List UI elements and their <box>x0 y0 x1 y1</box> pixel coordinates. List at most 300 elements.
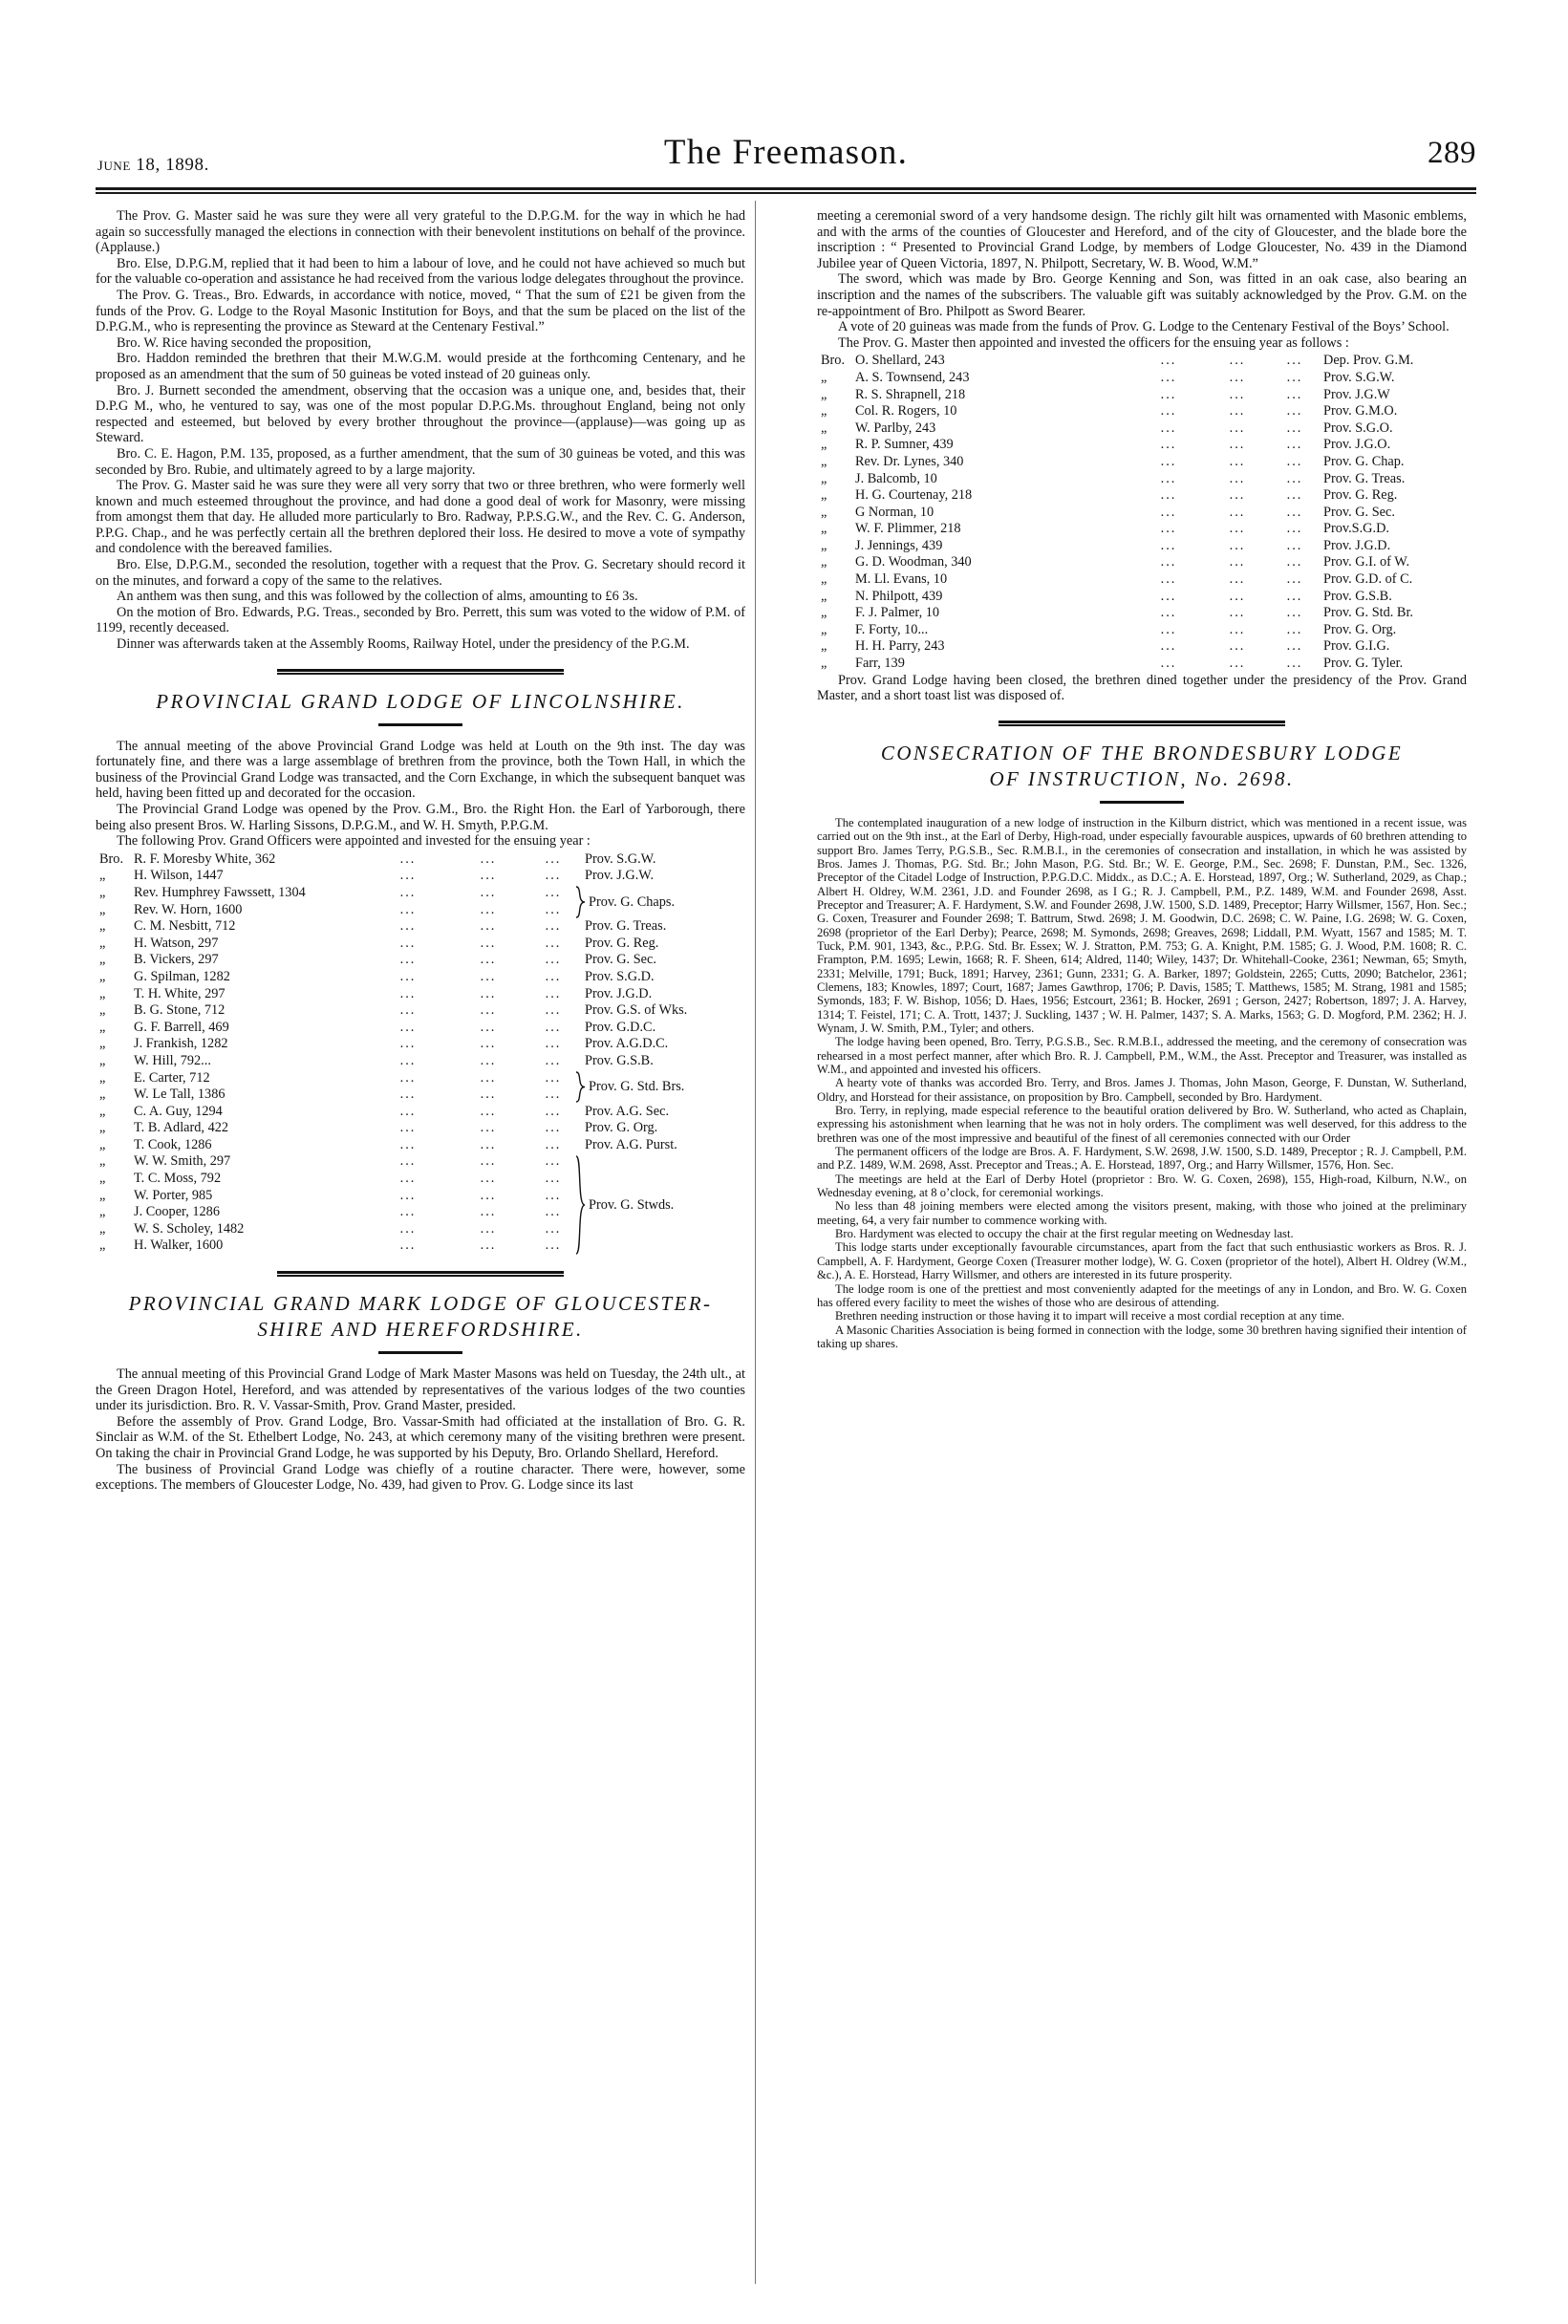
officer-prefix: „ <box>99 1087 106 1103</box>
leader-dots: ... <box>545 935 562 951</box>
officer-prefix: „ <box>99 968 106 984</box>
section-heading <box>817 741 1467 792</box>
leader-dots: ... <box>1229 588 1246 604</box>
leader-dots: ... <box>399 1002 417 1019</box>
leader-dots: ... <box>1286 470 1303 486</box>
section-heading-line2: OF INSTRUCTION, No. 2698. <box>989 766 1295 790</box>
leader-dots: ... <box>545 1087 562 1103</box>
paragraph: Before the assembly of Prov. Grand Lodge, Bro. Vassar-Smith had officiated at the installation of Bro. G. R. Sinclair as W.M. of the St. Ethelbert Lodge, No. 243, at which ceremony many of the visiting brethren were present. On taking the chair in Provincial Grand Lodge, he was supported by his Deputy, Bro. Orlando Shellard, Hereford. <box>96 1413 745 1461</box>
officer-prefix: „ <box>99 1103 106 1119</box>
section-heading-line1: PROVINCIAL GRAND MARK LODGE OF GLOUCESTER- <box>128 1292 713 1316</box>
leader-dots: ... <box>480 1237 497 1254</box>
leader-dots: ... <box>1286 554 1303 570</box>
leader-dots: ... <box>1286 521 1303 537</box>
paragraph: Prov. Grand Lodge having been closed, the brethren dined together under the presidency of the Prov. Grand Master, and a short toast list was disposed of. <box>817 672 1467 704</box>
right-column <box>817 208 1467 1350</box>
officer-name: H. Walker, 1600 <box>134 1237 224 1254</box>
leader-dots: ... <box>399 1019 417 1035</box>
leader-dots: ... <box>1229 453 1246 469</box>
officer-prefix: „ <box>99 1036 106 1052</box>
leader-dots: ... <box>545 850 562 867</box>
officer-name: W. Porter, 985 <box>134 1187 213 1203</box>
officer-office: Prov. S.G.W. <box>585 850 656 867</box>
leader-dots: ... <box>1286 621 1303 637</box>
leader-dots: ... <box>480 1171 497 1187</box>
officer-prefix: „ <box>821 437 827 453</box>
officer-name: R. P. Sumner, 439 <box>855 437 954 453</box>
leader-dots: ... <box>480 1204 497 1220</box>
officer-office: Prov. G.I. of W. <box>1323 554 1410 570</box>
officer-row <box>96 1053 745 1070</box>
officer-group-label: Prov. G. Stwds. <box>589 1196 675 1213</box>
officer-prefix: „ <box>821 420 827 436</box>
officer-office <box>578 1237 745 1255</box>
leader-dots: ... <box>1229 656 1246 672</box>
section-heading-line2: SHIRE AND HEREFORDSHIRE. <box>257 1318 584 1342</box>
paragraph: A Masonic Charities Association is being formed in connection with the lodge, some 30 brethren having signified their intention of taking up shares. <box>817 1323 1467 1350</box>
officer-name: M. Ll. Evans, 10 <box>855 571 948 588</box>
officer-group-label: Prov. G. Chaps. <box>589 893 676 910</box>
section-subrule <box>378 723 462 726</box>
leader-dots: ... <box>1160 437 1177 453</box>
officer-office: Prov. G.D.C. <box>585 1019 656 1035</box>
leader-dots: ... <box>1229 621 1246 637</box>
leader-dots: ... <box>1286 437 1303 453</box>
leader-dots: ... <box>1160 554 1177 570</box>
officer-prefix: „ <box>99 1237 106 1254</box>
officer-row <box>817 505 1467 522</box>
officer-row <box>817 437 1467 454</box>
leader-dots: ... <box>1286 353 1303 369</box>
leader-dots: ... <box>1286 504 1303 520</box>
leader-dots: ... <box>480 952 497 968</box>
officer-office: Prov. G.S.B. <box>585 1052 654 1068</box>
leader-dots: ... <box>545 1220 562 1237</box>
officer-prefix: „ <box>821 453 827 469</box>
paragraph: This lodge starts under exceptionally favourable circumstances, apart from the fact that such enthusiastic workers as Bros. R. J. Campbell, A. F. Hardyment, George Coxen (Treasurer mother lodge), W. G. Coxen (proprietor of the hotel), Albert H. Oldrey (W.M., &c.), A. E. Horstead, Harry Willsmer, and others are interested in its future prosperity. <box>817 1240 1467 1282</box>
leader-dots: ... <box>480 1153 497 1170</box>
leader-dots: ... <box>1286 487 1303 504</box>
leader-dots: ... <box>1160 638 1177 655</box>
leader-dots: ... <box>399 1237 417 1254</box>
officer-row <box>96 1120 745 1137</box>
officer-name: G. D. Woodman, 340 <box>855 554 972 570</box>
leader-dots: ... <box>1286 656 1303 672</box>
officer-name: F. J. Palmer, 10 <box>855 605 940 621</box>
officer-prefix: Bro. <box>821 353 846 369</box>
paragraph: The permanent officers of the lodge are Bros. A. F. Hardyment, S.W. 2698, J.W. 1500, S.D. 1489, Preceptor ; R. J. Campbell, P.M. and P.Z. 1489, W.M. 2698, Asst. Preceptor and Treas.; A. E. Horstead, 1897, Org.; and Harry Willsmer, 1576, Hon. Sec. <box>817 1145 1467 1173</box>
officer-name: B. G. Stone, 712 <box>134 1002 226 1019</box>
officer-row <box>817 487 1467 505</box>
left-column <box>96 208 745 1494</box>
leader-dots: ... <box>399 1153 417 1170</box>
officer-name: T. B. Adlard, 422 <box>134 1120 229 1136</box>
officer-prefix: Bro. <box>99 850 124 867</box>
leader-dots: ... <box>399 850 417 867</box>
leader-dots: ... <box>1229 521 1246 537</box>
officer-prefix: „ <box>821 621 827 637</box>
leader-dots: ... <box>1286 588 1303 604</box>
brondesbury-body <box>817 816 1467 1350</box>
leader-dots: ... <box>1229 537 1246 553</box>
leader-dots: ... <box>545 1187 562 1203</box>
leader-dots: ... <box>545 985 562 1001</box>
officer-prefix: „ <box>99 1153 106 1170</box>
officer-office: Prov. A.G. Purst. <box>585 1136 677 1152</box>
officer-office: Prov. G. Chap. <box>1323 453 1405 469</box>
masthead-rule <box>96 187 1476 194</box>
officer-office: Prov. A.G.D.C. <box>585 1036 669 1052</box>
officer-name: R. F. Moresby White, 362 <box>134 850 276 867</box>
officer-row <box>817 622 1467 639</box>
leader-dots: ... <box>399 901 417 917</box>
section-heading <box>96 1291 745 1343</box>
officer-office: Prov. G. Org. <box>1323 621 1397 637</box>
leader-dots: ... <box>480 901 497 917</box>
officer-name: W. W. Smith, 297 <box>134 1153 231 1170</box>
officer-name: H. H. Parry, 243 <box>855 638 945 655</box>
officer-row <box>817 370 1467 387</box>
officer-prefix: „ <box>99 901 106 917</box>
officer-name: W. Parlby, 243 <box>855 420 936 436</box>
paragraph: Brethren needing instruction or those having it to impart will receive a most cordial reception at any time. <box>835 1309 1344 1323</box>
officer-prefix: „ <box>99 1019 106 1035</box>
officer-row <box>817 656 1467 673</box>
page-number: 289 <box>1428 136 1476 170</box>
officer-prefix: „ <box>99 884 106 900</box>
paragraph: Bro. C. E. Hagon, P.M. 135, proposed, as a further amendment, that the sum of 30 guineas be voted, and this was seconded by Bro. Rubie, and ultimately agreed to by a large majority. <box>96 445 745 478</box>
officer-name: J. Jennings, 439 <box>855 537 943 553</box>
officer-office: Prov. A.G. Sec. <box>585 1103 670 1119</box>
officer-office <box>578 1221 745 1238</box>
leader-dots: ... <box>480 1136 497 1152</box>
section-lincolnshire <box>96 669 745 1255</box>
column-divider <box>755 201 756 2284</box>
officer-row <box>817 420 1467 438</box>
leader-dots: ... <box>1229 420 1246 436</box>
officer-name: G Norman, 10 <box>855 504 934 520</box>
officer-row <box>96 1153 745 1171</box>
leader-dots: ... <box>399 1087 417 1103</box>
leader-dots: ... <box>545 968 562 984</box>
officer-name: Rev. Humphrey Fawssett, 1304 <box>134 884 306 900</box>
paragraph: An anthem was then sung, and this was followed by the collection of alms, amounting to £6 3s. <box>117 589 638 605</box>
officer-name: C. M. Nesbitt, 712 <box>134 918 236 935</box>
officer-group-brace <box>575 1071 587 1103</box>
leader-dots: ... <box>480 1036 497 1052</box>
paragraph: Dinner was afterwards taken at the Assembly Rooms, Railway Hotel, under the presidency of the P.G.M. <box>117 636 690 653</box>
officer-office: Prov. J.G.W. <box>585 868 655 884</box>
leader-dots: ... <box>1286 453 1303 469</box>
leader-dots: ... <box>1160 504 1177 520</box>
paragraph: The meetings are held at the Earl of Derby Hotel (proprietor : Bro. W. G. Coxen, 2698), 155, High-road, Kilburn, N.W., on Wednesday evening, at 8 o’clock, for ceremonial workings. <box>817 1172 1467 1200</box>
leader-dots: ... <box>545 884 562 900</box>
leader-dots: ... <box>1229 470 1246 486</box>
officer-office: Prov. G. Treas. <box>585 918 667 935</box>
officer-row <box>96 1020 745 1037</box>
officer-prefix: „ <box>821 386 827 402</box>
paragraph: Bro. Terry, in replying, made especial reference to the beautiful oration delivered by Bro. W. Sutherland, who acted as Chaplain, expressing his astonishment when learning that he was not in holy orders. The compliment was well deserved, for this address to the brethren was one of the most impressive and beautiful of the finest of all ceremonies connected with our Order <box>817 1104 1467 1145</box>
leader-dots: ... <box>1286 537 1303 553</box>
officer-prefix: „ <box>99 1171 106 1187</box>
officer-prefix: „ <box>821 588 827 604</box>
leader-dots: ... <box>1160 487 1177 504</box>
leader-dots: ... <box>1229 437 1246 453</box>
officer-prefix: „ <box>99 1002 106 1019</box>
leader-dots: ... <box>1160 453 1177 469</box>
officer-row <box>817 454 1467 471</box>
officer-prefix: „ <box>821 470 827 486</box>
paragraph: The contemplated inauguration of a new lodge of instruction in the Kilburn district, which was mentioned in a recent issue, was carried out on the 9th inst., at the Earl of Derby, High-road, under especially favourable auspices, upwards of 60 brethren attending to support Bro. James Terry, P.G.S.B., Sec. R.M.B.I., in the ceremonies of consecration and installation, in which he was assisted by Bros. James J. Thomas, P.G. Std. Br.; John Mason, P.G. Std. Br.; W. E. George, P.M., Sec. 2698; F. Dunstan, P.M., Sec. 1326, Preceptor of the Citadel Lodge of Instruction, P.P.G.D.C. Middx., as D.C.; A. E. Horstead, 1897, Org.; W. Sutherland, 2029, as Chap.; Albert H. Oldrey, W.M. 2361, J.D. and Founder 2698, as I G.; R. J. Campbell, P.M., P.Z. 1489, W.M. and Founder 2698, Asst. Preceptor and Treasurer; A. F. Hardyment, S.W. and Founder 2698, J.W. 1500, S.D. 1489, Preceptor; Harry Willsmer, 1567, Hon. Sec.; G. Coxen, Treasurer and Founder 2698; T. Battrum, Stwd. 2698; J. M. Goodwin, D.C. 2698; C. W. Paine, I.G. 2698; W. G. Coxen, 2698 (proprietor of the Earl Derby); Pearce, 2698; M. Symonds, 2698; Greaves, 2698; Liddall, P.M. Wyatt, 1567 and 1585; M. T. Tuck, P.M. 901, 1343, &c., P.P.G. Std. Br. Essex; W. J. Stratton, P.M. 753; G. A. Knight, P.M. 1585; G. J. Wood, P.M. 1608; R. C. Frampton, P.M. 1695; Lewin, 1668; R. F. Sheen, 614; Aldred, 1140; Wiley, 1437; Dr. Whitehall-Cooke, 2361; Newman, 65; Smyth, 2331; Melville, 1791; Buck, 1891; Harvey, 2361; Gunn, 2331; G. A. Barker, 1897; Goldstein, 2265; Cutts, 2090; Batchelor, 2361; Clemens, 183; Knowles, 1897; Court, 1687; James Gawthrop, 1706; P. Davis, 1585; T. Matthews, 1585; M. Strang, 1981 and 1585; Symonds, 183; F. W. Bishop, 1056; D. Haes, 1956; Estcourt, 2361; B. Hocker, 2691 ; Gerson, 2427; Robertson, 1897; J. A. Harvey, 1314; T. Feistel, 171; C. A. Trott, 1437; J. Suckling, 1437 ; W. H. Palmer, 1437; S. A. Marks, 1563; G. D. Mogford, P.M. 2362; H. J. Wynam, J. W. Smith, P.M., Tyler; and others. <box>817 815 1467 1035</box>
officer-prefix: „ <box>821 369 827 385</box>
officer-prefix: „ <box>99 952 106 968</box>
officer-office: Dep. Prov. G.M. <box>1323 353 1414 369</box>
officer-prefix: „ <box>821 403 827 420</box>
paragraph: Bro. Haddon reminded the brethren that their M.W.G.M. would preside at the forthcoming Centenary, and he proposed as an amendment that the sum of 50 guineas be voted instead of 20 guineas only. <box>96 351 745 382</box>
paragraph: The lodge room is one of the prettiest and most conveniently adapted for the meetings of any in London, and Bro. W. G. Coxen has offered every facility to meet the wishes of those who are desirous of attending. <box>817 1281 1467 1309</box>
officer-name: N. Philpott, 439 <box>855 588 943 604</box>
officer-name: T. H. White, 297 <box>134 985 226 1001</box>
leader-dots: ... <box>480 868 497 884</box>
officer-prefix: „ <box>821 605 827 621</box>
officer-office: Prov. J.G.D. <box>585 985 653 1001</box>
officer-prefix: „ <box>99 935 106 951</box>
officer-name: G. Spilman, 1282 <box>134 968 230 984</box>
officer-prefix: „ <box>99 1204 106 1220</box>
leader-dots: ... <box>399 968 417 984</box>
officer-row <box>96 918 745 936</box>
officer-group-brace <box>575 886 587 918</box>
officer-prefix: „ <box>821 554 827 570</box>
leader-dots: ... <box>1286 403 1303 420</box>
officer-row <box>96 868 745 885</box>
officer-name: H. Watson, 297 <box>134 935 219 951</box>
officer-office: Prov. G. Org. <box>585 1120 658 1136</box>
leader-dots: ... <box>480 918 497 935</box>
leader-dots: ... <box>1229 386 1246 402</box>
paragraph: The sword, which was made by Bro. George Kenning and Son, was fitted in an oak case, also bearing an inscription and the names of the subscribers. The valuable gift was suitably acknowledged by the Prov. G.M. on the re-appointment of Bro. Philpott as Sword Bearer. <box>817 271 1467 319</box>
leader-dots: ... <box>545 1237 562 1254</box>
leader-dots: ... <box>480 1052 497 1068</box>
leader-dots: ... <box>399 1136 417 1152</box>
paragraph: Bro. W. Rice having seconded the proposition, <box>117 334 372 351</box>
officer-row <box>817 638 1467 656</box>
officer-row <box>96 1036 745 1053</box>
paragraph: The annual meeting of the above Provincial Grand Lodge was held at Louth on the 9th inst. The day was fortunately fine, and there was a large assemblage of brethren from the province, both the Town Hall, in which the business of the Provincial Grand Lodge was transacted, and the Corn Exchange, in which the subsequent banquet was held, having been fitted up and decorated for the occasion. <box>96 738 745 802</box>
paragraph: The business of Provincial Grand Lodge was chiefly of a routine character. There were, however, some exceptions. The members of Gloucester Lodge, No. 439, had given to Prov. G. Lodge since its last <box>96 1461 745 1494</box>
leader-dots: ... <box>399 918 417 935</box>
leader-dots: ... <box>1160 403 1177 420</box>
leader-dots: ... <box>399 1220 417 1237</box>
officer-name: B. Vickers, 297 <box>134 952 219 968</box>
section-heading: PROVINCIAL GRAND LODGE OF LINCOLNSHIRE. <box>156 689 685 713</box>
officer-name: O. Shellard, 243 <box>855 353 945 369</box>
paper-title: The Freemason. <box>663 133 909 172</box>
leader-dots: ... <box>480 935 497 951</box>
issue-date: june 18, 1898. <box>97 151 209 175</box>
paragraph: On the motion of Bro. Edwards, P.G. Treas., seconded by Bro. Perrett, this sum was voted to the widow of P.M. of 1199, recently deceased. <box>96 604 745 636</box>
leader-dots: ... <box>399 1069 417 1086</box>
paragraph: Bro. J. Burnett seconded the amendment, observing that the occasion was a unique one, and, besides that, their D.P.G M., who, he ventured to say, was one of the most popular D.P.G.Ms. throughout England, being not only respected and esteemed, but beloved by every brother throughout the province—(applause)—was going up as Steward. <box>96 382 745 446</box>
paragraph: Bro. Else, D.P.G.M, replied that it had been to him a labour of love, and he could not have achieved so much but for the valuable co-operation and assistance he had received from the various lodge delegates throughout the province. <box>96 255 745 288</box>
officer-prefix: „ <box>99 1136 106 1152</box>
section-heading-line1: CONSECRATION OF THE BRONDESBURY LODGE <box>880 741 1404 764</box>
leader-dots: ... <box>1286 638 1303 655</box>
officer-prefix: „ <box>99 868 106 884</box>
leader-dots: ... <box>399 1171 417 1187</box>
masthead <box>96 132 1476 182</box>
officer-name: G. F. Barrell, 469 <box>134 1019 229 1035</box>
officer-prefix: „ <box>99 1187 106 1203</box>
officer-office: Prov. G. Tyler. <box>1323 656 1404 672</box>
officer-name: W. Le Tall, 1386 <box>134 1087 226 1103</box>
officer-prefix: „ <box>821 537 827 553</box>
left-intro-paragraphs <box>96 208 745 653</box>
officer-row <box>817 571 1467 589</box>
leader-dots: ... <box>1160 420 1177 436</box>
officer-name: A. S. Townsend, 243 <box>855 369 970 385</box>
officer-row <box>96 1171 745 1188</box>
gloucester-officer-list <box>817 353 1467 672</box>
paragraph: The following Prov. Grand Officers were appointed and invested for the ensuing year : <box>117 833 591 850</box>
officer-row <box>96 1221 745 1238</box>
leader-dots: ... <box>1229 403 1246 420</box>
leader-dots: ... <box>1160 571 1177 588</box>
officer-office <box>578 1153 745 1171</box>
paragraph: The lodge having been opened, Bro. Terry, P.G.S.B., Sec. R.M.B.I., addressed the meeting, and the ceremony of consecration was rehearsed in a most perfect manner, after which Bro. R. J. Campbell, P.M., W.M., the Asst. Preceptor and Treasurer, was installed as W.M., and appointed and invested his officers. <box>817 1035 1467 1076</box>
officer-name: W. Hill, 792... <box>134 1052 211 1068</box>
officer-office: Prov. S.G.W. <box>1323 369 1395 385</box>
leader-dots: ... <box>1286 571 1303 588</box>
leader-dots: ... <box>545 901 562 917</box>
leader-dots: ... <box>545 1103 562 1119</box>
paragraph: meeting a ceremonial sword of a very handsome design. The richly gilt hilt was ornamented with Masonic emblems, and with the arms of the counties of Gloucester and Hereford, and of the city of Gloucester, and the blade bore the inscription : “ Presented to Provincial Grand Lodge, by members of Lodge Gloucester, No. 439 in the Diamond Jubilee year of Queen Victoria, 1897, N. Philpott, Secretary, W. B. Wood, W.M.” <box>817 208 1467 271</box>
leader-dots: ... <box>480 968 497 984</box>
leader-dots: ... <box>545 1036 562 1052</box>
officer-prefix: „ <box>821 521 827 537</box>
officer-office: Prov. J.G.W <box>1323 386 1390 402</box>
officer-row <box>96 1002 745 1020</box>
officer-office: Prov. S.G.D. <box>585 968 655 984</box>
officer-name: C. A. Guy, 1294 <box>134 1103 223 1119</box>
officer-office: Prov. G.I.G. <box>1323 638 1390 655</box>
leader-dots: ... <box>1160 386 1177 402</box>
officer-office: Prov. G. Sec. <box>1323 504 1395 520</box>
leader-dots: ... <box>1229 605 1246 621</box>
leader-dots: ... <box>480 1002 497 1019</box>
officer-row <box>817 387 1467 404</box>
section-subrule <box>378 1351 462 1354</box>
officer-prefix: „ <box>821 571 827 588</box>
leader-dots: ... <box>399 1036 417 1052</box>
leader-dots: ... <box>545 1153 562 1170</box>
gloucester-officer-list-wrap <box>817 353 1467 672</box>
leader-dots: ... <box>399 1103 417 1119</box>
officer-row <box>96 1104 745 1121</box>
leader-dots: ... <box>480 1087 497 1103</box>
section-gloucester-hereford <box>96 1271 745 1494</box>
leader-dots: ... <box>545 1052 562 1068</box>
officer-office: Prov. G.D. of C. <box>1323 571 1413 588</box>
leader-dots: ... <box>1229 554 1246 570</box>
section-brondesbury <box>817 721 1467 1350</box>
leader-dots: ... <box>480 850 497 867</box>
officer-name: Col. R. Rogers, 10 <box>855 403 957 420</box>
officer-name: J. Cooper, 1286 <box>134 1204 220 1220</box>
leader-dots: ... <box>399 1052 417 1068</box>
leader-dots: ... <box>1160 588 1177 604</box>
officer-name: H. Wilson, 1447 <box>134 868 224 884</box>
leader-dots: ... <box>545 1204 562 1220</box>
officer-name: E. Carter, 712 <box>134 1069 210 1086</box>
leader-dots: ... <box>1286 369 1303 385</box>
officer-group-brace <box>575 1155 587 1255</box>
leader-dots: ... <box>480 1187 497 1203</box>
paragraph: The Provincial Grand Lodge was opened by the Prov. G.M., Bro. the Right Hon. the Earl of Yarborough, there being also present Bros. W. Harling Sissons, D.P.G.M., and W. H. Smyth, P.P.G.M. <box>96 802 745 833</box>
officer-row <box>817 605 1467 622</box>
officer-office: Prov. S.G.O. <box>1323 420 1393 436</box>
officer-row <box>817 589 1467 606</box>
leader-dots: ... <box>399 985 417 1001</box>
leader-dots: ... <box>1286 386 1303 402</box>
paragraph: The Prov. G. Master said he was sure they were all very sorry that two or three brethren, who were formerly well known and much esteemed throughout the province, and had done a good deal of work for Masonry, were missing from amongst them that day. He alluded more particularly to Bro. Radway, P.P.S.G.W., and the Rev. C. G. Anderson, P.P.G. Chap., and he was perfectly certain all the brethren deplored their loss. He desired to move a vote of sympathy and condolence with the bereaved families. <box>96 478 745 557</box>
paragraph: No less than 48 joining members were elected among the visitors present, making, with those who joined at the preliminary meeting, 64, a very fair number to commence working with. <box>817 1199 1467 1227</box>
paragraph: A hearty vote of thanks was accorded Bro. Terry, and Bros. James J. Thomas, John Mason, George, F. Dunstan, W. Sutherland, Oldry, and Horstead for their assistance, on proposition by Bro. Campbell, seconded by Bro. Hardyment. <box>817 1076 1467 1104</box>
lincolnshire-officer-list <box>96 851 745 1255</box>
leader-dots: ... <box>1286 605 1303 621</box>
leader-dots: ... <box>399 952 417 968</box>
leader-dots: ... <box>1160 521 1177 537</box>
leader-dots: ... <box>480 1120 497 1136</box>
officer-name: T. C. Moss, 792 <box>134 1171 222 1187</box>
leader-dots: ... <box>480 1220 497 1237</box>
leader-dots: ... <box>545 1171 562 1187</box>
paragraph: The annual meeting of this Provincial Grand Lodge of Mark Master Masons was held on Tuesday, the 24th ult., at the Green Dragon Hotel, Hereford, and was attended by representatives of the various lodges of the two counties under its jurisdiction. Bro. R. V. Vassar-Smith, Prov. Grand Master, presided. <box>96 1366 745 1414</box>
officer-row <box>817 554 1467 571</box>
leader-dots: ... <box>1160 369 1177 385</box>
officer-row <box>817 403 1467 420</box>
officer-prefix: „ <box>821 487 827 504</box>
leader-dots: ... <box>1229 638 1246 655</box>
officer-prefix: „ <box>99 985 106 1001</box>
officer-office: Prov. G. Reg. <box>1323 487 1398 504</box>
leader-dots: ... <box>1229 504 1246 520</box>
leader-dots: ... <box>399 1187 417 1203</box>
section-rule <box>999 721 1285 726</box>
officer-prefix: „ <box>99 1052 106 1068</box>
officer-prefix: „ <box>821 504 827 520</box>
officer-prefix: „ <box>821 656 827 672</box>
leader-dots: ... <box>545 1136 562 1152</box>
officer-office: Prov. G. Reg. <box>585 935 659 951</box>
paragraph: Bro. Else, D.P.G.M., seconded the resolution, together with a request that the Prov. G. Secretary should record it on the minutes, and forward a copy of the same to the relatives. <box>96 557 745 589</box>
officer-name: Farr, 139 <box>855 656 905 672</box>
officer-name: H. G. Courtenay, 218 <box>855 487 973 504</box>
officer-row <box>96 1237 745 1255</box>
officer-row <box>817 471 1467 488</box>
section-rule <box>277 669 564 675</box>
leader-dots: ... <box>545 1019 562 1035</box>
officer-name: W. F. Plimmer, 218 <box>855 521 961 537</box>
officer-office: Prov. G. Sec. <box>585 952 656 968</box>
lincolnshire-officer-list-wrap <box>96 851 745 1255</box>
leader-dots: ... <box>1160 470 1177 486</box>
section-rule <box>277 1271 564 1277</box>
paragraph: The Prov. G. Treas., Bro. Edwards, in accordance with notice, moved, “ That the sum of £21 be given from the funds of the Prov. G. Lodge to the Royal Masonic Institution for Boys, and that the sum be placed on the list of the D.P.G.M., who is representing the province as Steward at the Centenary Festival.” <box>96 287 745 335</box>
leader-dots: ... <box>399 1120 417 1136</box>
officer-office: Prov. J.G.O. <box>1323 437 1391 453</box>
officer-prefix: „ <box>99 1220 106 1237</box>
